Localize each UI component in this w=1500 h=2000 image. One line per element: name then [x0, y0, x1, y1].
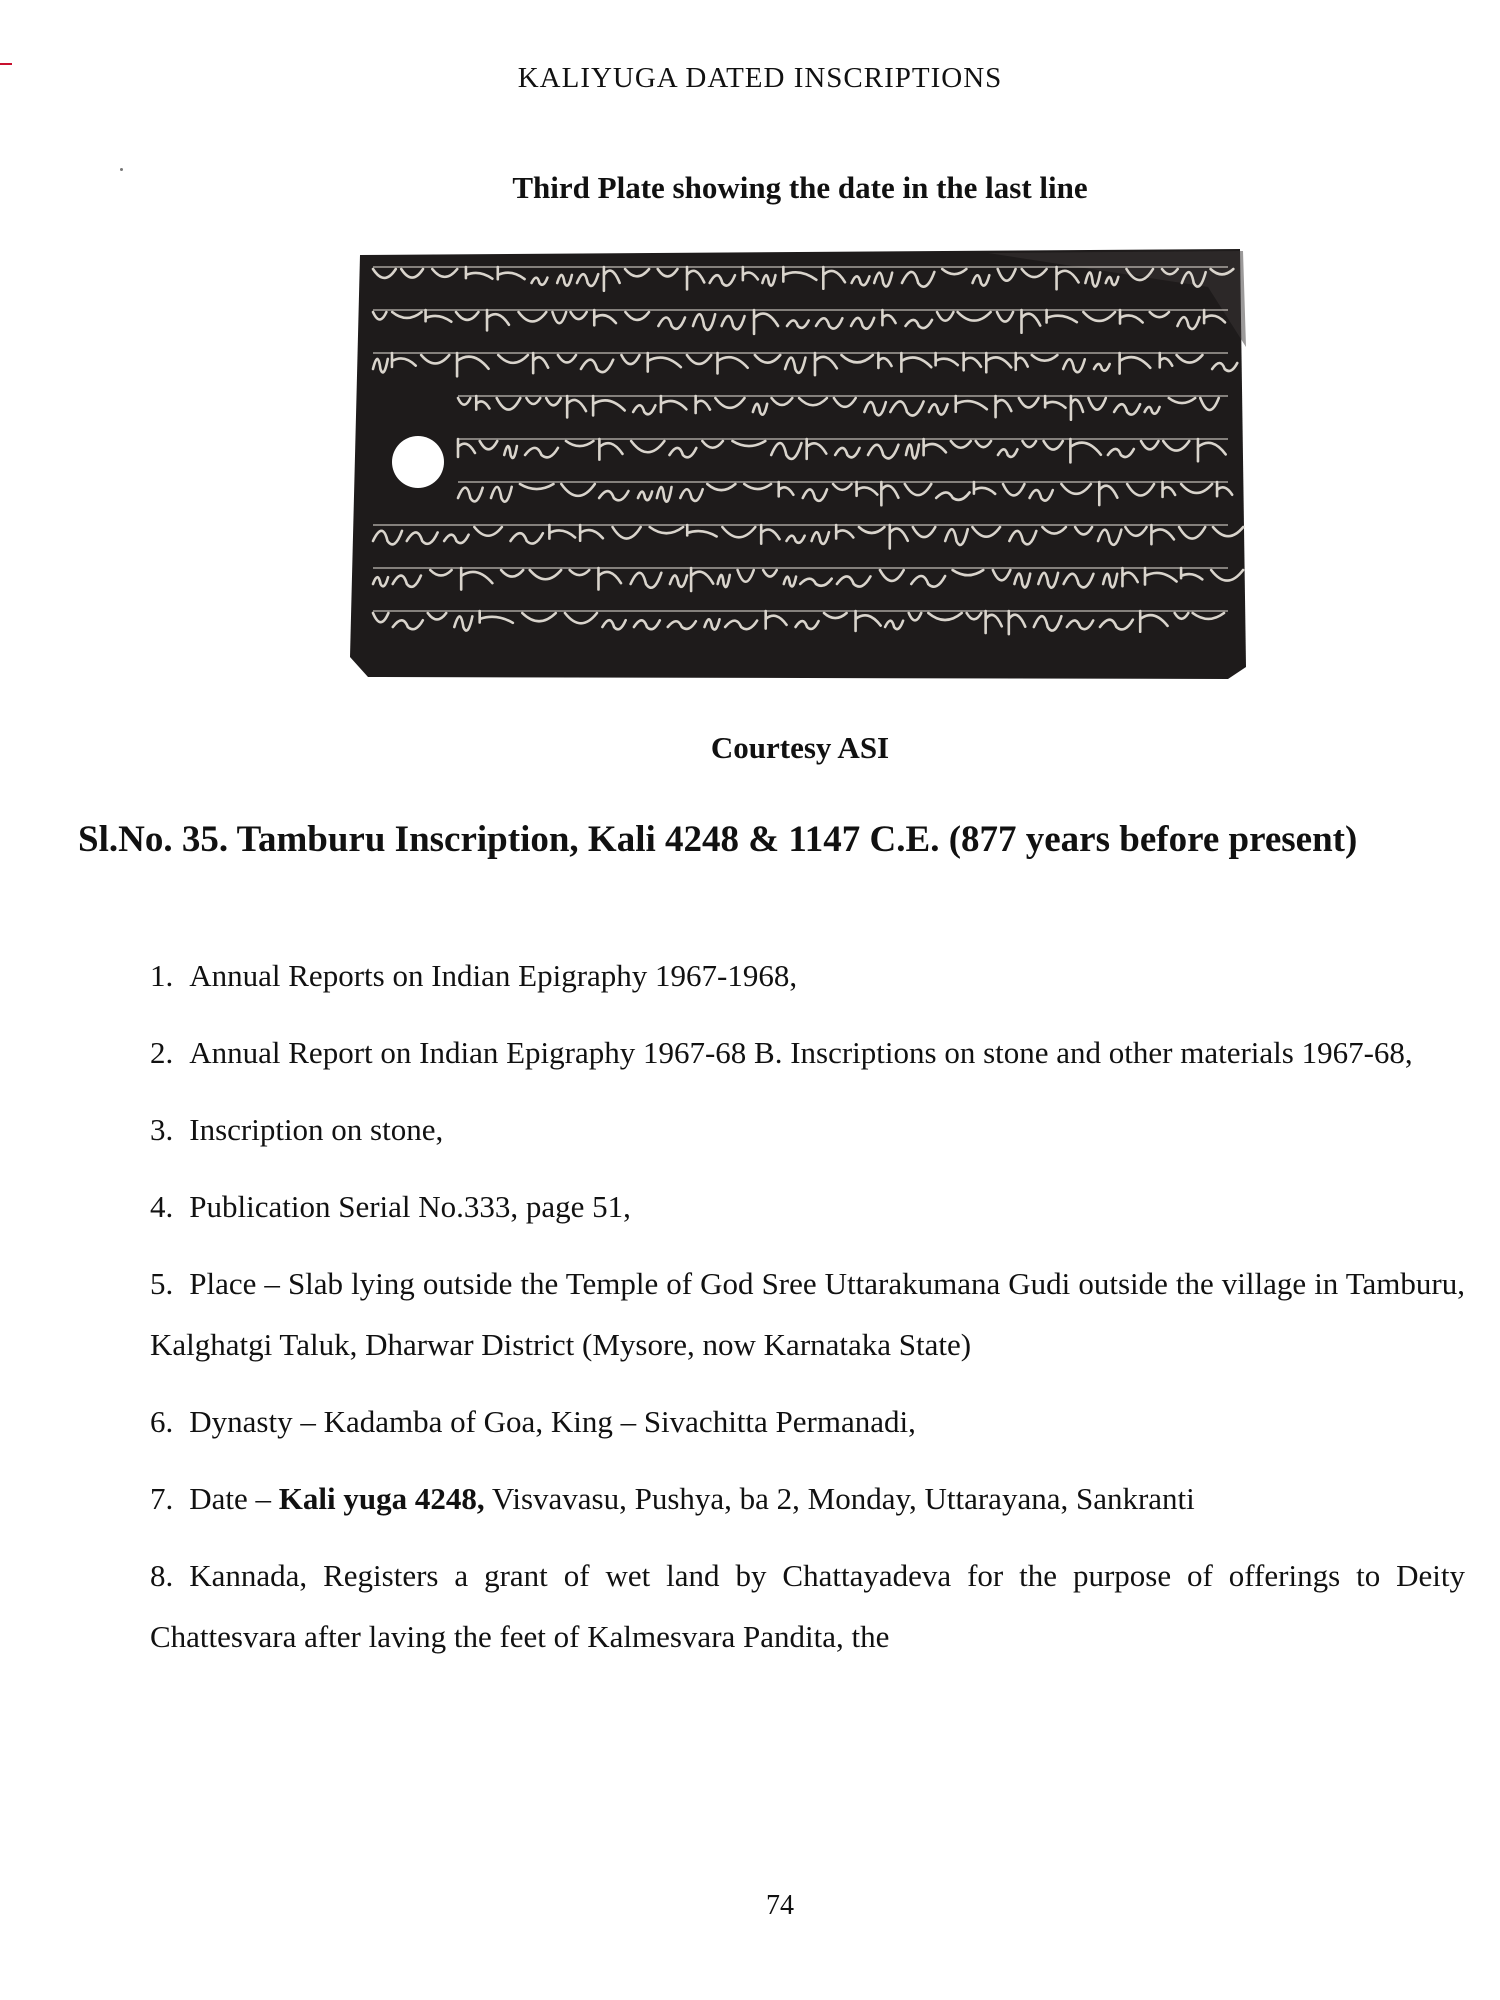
item-text: Dynasty – Kadamba of Goa, King – Sivachitta Permanadi, [189, 1404, 916, 1439]
item-number: 8. [150, 1558, 174, 1593]
list-item [150, 1099, 1465, 1160]
list-item [150, 1545, 1465, 1667]
page-number: 74 [766, 1890, 794, 1921]
list-item [150, 945, 1465, 1006]
list-item [150, 1391, 1465, 1452]
kali-date-bold: Kali yuga 4248, [278, 1481, 485, 1516]
ring-hole [392, 436, 444, 488]
list-item [150, 1253, 1465, 1375]
item-text: Annual Report on Indian Epigraphy 1967-68 B. Inscriptions on stone and other materials 1967-68, [189, 1035, 1413, 1070]
item-number: 5. [150, 1266, 174, 1301]
item-number: 6. [150, 1404, 174, 1439]
figure-credit: Courtesy ASI [710, 730, 890, 765]
item-text: Visvavasu, Pushya, ba 2, Monday, Uttarayana, Sankranti [484, 1481, 1195, 1516]
running-head: KALIYUGA DATED INSCRIPTIONS [517, 62, 1003, 94]
item-number: 1. [150, 958, 174, 993]
list-item [150, 1468, 1465, 1529]
item-number: 7. [150, 1481, 174, 1516]
item-text: Annual Reports on Indian Epigraphy 1967-1968, [189, 958, 798, 993]
item-number: 2. [150, 1035, 174, 1070]
item-text: Inscription on stone, [189, 1112, 444, 1147]
item-text: Publication Serial No.333, page 51, [189, 1189, 631, 1224]
copper-plate-photo [348, 247, 1248, 682]
list-item [150, 1176, 1465, 1237]
item-prefix: Date – [189, 1481, 279, 1516]
reference-list [150, 945, 1465, 1683]
item-text: Place – Slab lying outside the Temple of God Sree Uttarakumana Gudi outside the village in Tamburu, Kalghatgi Taluk, Dharwar District (Mysore, now Karnataka State) [150, 1266, 1465, 1362]
item-text: Kannada, Registers a grant of wet land by Chattayadeva for the purpose of offerings to Deity Chattesvara after laving the feet of Kalmesvara Pandita, the [150, 1558, 1465, 1654]
section-heading: Sl.No. 35. Tamburu Inscription, Kali 4248 & 1147 C.E. (877 years before present) [78, 819, 1358, 860]
list-item [150, 1022, 1465, 1083]
figure-caption: Third Plate showing the date in the last line [512, 170, 1088, 205]
item-number: 3. [150, 1112, 174, 1147]
plate-body [350, 249, 1246, 679]
item-number: 4. [150, 1189, 174, 1224]
